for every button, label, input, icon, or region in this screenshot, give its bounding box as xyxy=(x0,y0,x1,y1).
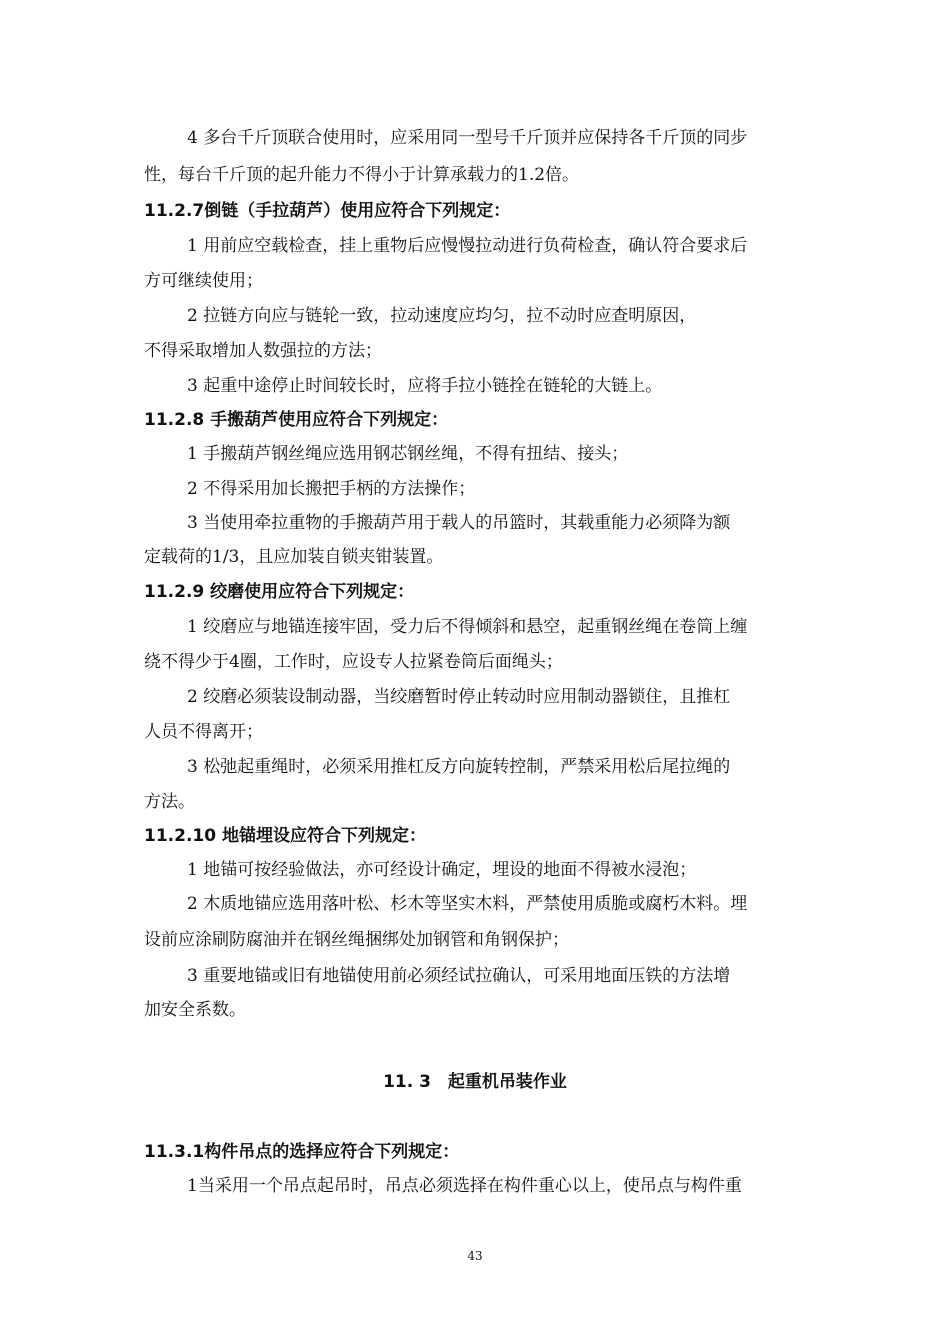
text-line: 1 手搬葫芦钢丝绳应选用钢芯钢丝绳，不得有扭结、接头； xyxy=(187,444,629,464)
text-line: 2 木质地锚应选用落叶松、杉木等坚实木料，严禁使用质脆或腐朽木料。埋 xyxy=(187,894,748,914)
text-line: 4 多台千斤顶联合使用时，应采用同一型号千斤顶并应保持各千斤顶的同步 xyxy=(187,128,748,148)
text-line: 2 绞磨必须装设制动器，当绞磨暂时停止转动时应用制动器锁住，且推杠 xyxy=(187,687,731,707)
text-line: 1 绞磨应与地锚连接牢固，受力后不得倾斜和悬空，起重钢丝绳在卷筒上缠 xyxy=(187,617,748,637)
text-line: 方法。 xyxy=(144,792,195,812)
text-line: 绕不得少于4圈，工作时，应设专人拉紧卷筒后面绳头； xyxy=(144,652,563,672)
text-line: 设前应涂刷防腐油并在钢丝绳捆绑处加钢管和角钢保护； xyxy=(144,930,569,950)
clause-heading: 11.2.7倒链（手拉葫芦）使用应符合下列规定： xyxy=(144,201,511,221)
text-line: 不得采取增加人数强拉的方法； xyxy=(144,341,382,361)
text-line: 1 用前应空载检查，挂上重物后应慢慢拉动进行负荷检查，确认符合要求后 xyxy=(187,236,748,256)
clause-heading: 11.2.8 手搬葫芦使用应符合下列规定： xyxy=(144,410,449,430)
text-line: 加安全系数。 xyxy=(144,1000,246,1020)
text-line: 性，每台千斤顶的起升能力不得小于计算承载力的1.2倍。 xyxy=(144,165,580,185)
text-line: 2 不得采用加长搬把手柄的方法操作； xyxy=(187,479,476,499)
text-line: 3 松弛起重绳时，必须采用推杠反方向旋转控制，严禁采用松后尾拉绳的 xyxy=(187,757,731,777)
text-line: 3 重要地锚或旧有地锚使用前必须经试拉确认，可采用地面压铁的方法增 xyxy=(187,966,731,986)
text-line: 2 拉链方向应与链轮一致，拉动速度应均匀，拉不动时应查明原因， xyxy=(187,306,697,326)
page-number: 43 xyxy=(467,1249,483,1263)
text-line: 3 当使用牵拉重物的手搬葫芦用于载人的吊篮时，其载重能力必须降为额 xyxy=(187,513,731,533)
clause-heading: 11.2.10 地锚埋设应符合下列规定： xyxy=(144,826,426,846)
clause-heading: 11.2.9 绞磨使用应符合下列规定： xyxy=(144,582,415,602)
text-line: 1 地锚可按经验做法，亦可经设计确定，埋设的地面不得被水浸泡； xyxy=(187,860,697,880)
text-line: 定载荷的1/3，且应加装自锁夹钳装置。 xyxy=(144,547,444,567)
text-line: 方可继续使用； xyxy=(144,271,263,291)
section-title: 11. 3 起重机吊装作业 xyxy=(383,1072,567,1092)
clause-heading: 11.3.1构件吊点的选择应符合下列规定： xyxy=(144,1142,460,1162)
text-line: 人员不得离开； xyxy=(144,722,263,742)
text-line: 1当采用一个吊点起吊时，吊点必须选择在构件重心以上，使吊点与构件重 xyxy=(187,1176,742,1196)
text-line: 3 起重中途停止时间较长时，应将手拉小链拴在链轮的大链上。 xyxy=(187,376,663,396)
